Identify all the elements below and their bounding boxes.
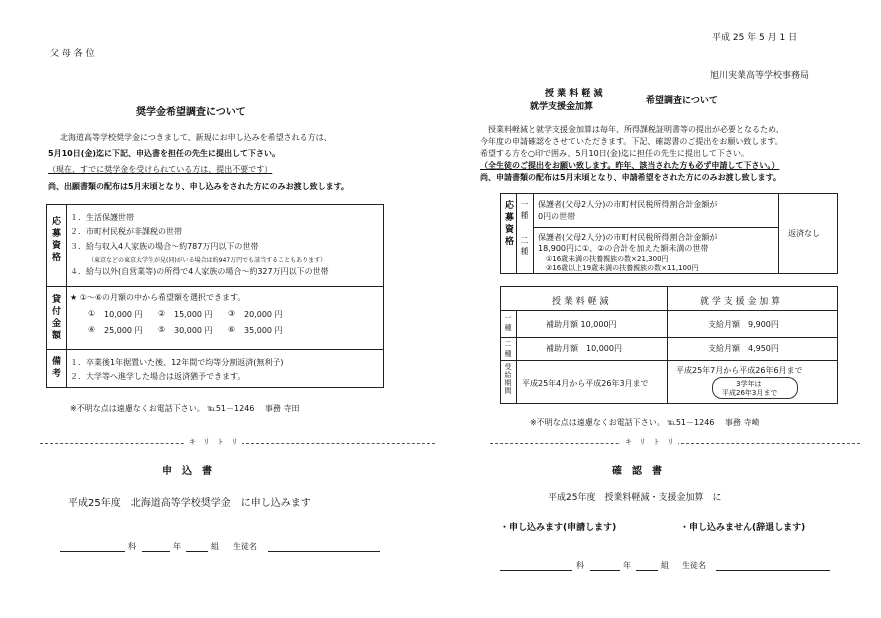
third-year-note-2: 平成26年3月まで — [722, 389, 778, 397]
amount-val-4: 25,000 円 — [104, 326, 143, 335]
right-cut-label: キ リ ト リ — [621, 437, 678, 447]
addressee: 父 母 各 位 — [50, 49, 95, 59]
eligibility-type2-line1: 保護者(父母2人分)の市町村民税所得割合計金額が — [538, 233, 718, 242]
right-year-blank[interactable] — [590, 570, 620, 571]
type1-support-amount: 支給月額 9,900円 — [708, 320, 779, 329]
year-blank[interactable] — [142, 551, 170, 552]
confirmation-form-title: 確 認 書 — [612, 466, 662, 477]
class-label: 組 — [211, 542, 219, 551]
type2-support-amount: 支給月額 4,950円 — [708, 344, 779, 353]
left-intro-3: （現在、すでに奨学金を受けられている方は、提出不要です） — [48, 165, 273, 174]
eligibility-type2-line2: 18,900円に①、②の合計を加えた額未満の世帯 — [538, 244, 709, 253]
eligibility-type2-label: 二種 — [520, 236, 529, 258]
amount-num-3: ③ — [228, 309, 236, 318]
amount-type1-label: 一種 — [504, 314, 512, 334]
right-student-name-blank[interactable] — [716, 570, 830, 571]
tuition-title-2: 就学支援金加算 — [530, 102, 594, 112]
application-statement: 平成25年度 北海道高等学校奨学金 に申し込みます — [68, 498, 311, 509]
type1-tuition-amount: 補助月額 10,000円 — [546, 320, 617, 329]
amount-val-2: 15,000 円 — [174, 310, 213, 319]
right-intro-2: 今年度の申請確認をさせていただきます。下記、確認書のご提出をお願い致します。 — [480, 137, 783, 146]
amount-num-5: ⑤ — [158, 325, 166, 334]
notes-header: 備考 — [50, 356, 60, 380]
amount-num-1: ① — [88, 309, 96, 318]
right-class-blank[interactable] — [636, 570, 658, 571]
document-date: 平成 25 年 5 月 1 日 — [712, 33, 798, 43]
year-label: 年 — [173, 542, 181, 551]
eligibility-header: 応募資格 — [50, 216, 60, 264]
notes-item-2: ２．大学等へ進学した場合は返済猶予できます。 — [70, 372, 246, 381]
eligibility-type2-line4: ②16歳以上19歳未満の扶養親族の数×11,100円 — [546, 264, 699, 272]
eligibility-item-3: ３．給与収入4人家族の場合～約787万円以下の世帯 — [70, 242, 259, 251]
left-intro-4: 尚、出願書類の配布は5月末頃となり、申し込みをされた方にのみお渡し致します。 — [48, 182, 349, 191]
no-repayment-note: 返済なし — [788, 229, 820, 238]
eligibility-type1-label: 一種 — [520, 200, 529, 222]
amount-val-5: 30,000 円 — [174, 326, 213, 335]
dept-label: 科 — [128, 542, 136, 551]
application-form-title: 申 込 書 — [162, 466, 212, 477]
notes-item-1: １．卒業後1年据置いた後、12年間で均等分割返済(無利子) — [70, 358, 284, 367]
support-period: 平成25年7月から平成26年6月まで — [676, 366, 803, 375]
col-support-addition: 就 学 支 援 金 加 算 — [700, 297, 781, 307]
left-intro-2: 5月10日(金)迄に下記、申込書を担任の先生に提出して下さい。 — [48, 149, 281, 158]
right-dept-blank[interactable] — [500, 570, 572, 571]
right-intro-3: 希望する方を○印で囲み、5月10日(金)迄に担任の先生に提出して下さい。 — [480, 149, 749, 158]
loan-header: 貸付金額 — [50, 294, 60, 342]
dept-blank[interactable] — [60, 551, 125, 552]
left-intro-1: 北海道高等学校奨学金につきまして、新規にお申し込みを希望される方は、 — [60, 133, 332, 142]
third-year-note-1: 3学年は — [736, 380, 762, 388]
tuition-title-1: 授 業 料 軽 減 — [545, 89, 603, 99]
tuition-eligibility-header: 応募資格 — [503, 200, 513, 248]
amount-val-6: 35,000 円 — [244, 326, 283, 335]
eligibility-item-3-note: （東京などの東京大学生が見(同)がいる場合は約947万円でも該当することもあります） — [88, 257, 327, 264]
amount-type2-label: 二種 — [504, 340, 512, 360]
right-intro-5: 尚、申請書類の配布は5月末頃となり、申請希望をされた方にのみお渡し致します。 — [480, 173, 781, 182]
left-cut-label: キ リ ト リ — [185, 437, 242, 447]
right-year-label: 年 — [623, 561, 631, 570]
col-tuition-reduction: 授 業 料 軽 減 — [552, 297, 609, 307]
loan-lead: ★ ①～⑥の月額の中から希望額を選択できます。 — [70, 293, 246, 302]
right-dept-label: 科 — [576, 561, 584, 570]
right-intro-1: 授業料軽減と就学支援金加算は毎年、所得課税証明書等の提出が必要となるため、 — [488, 125, 784, 134]
left-contact: ※不明な点は遠慮なくお電話下さい。 ℡51－1246 事務 寺田 — [70, 404, 300, 413]
student-name-blank[interactable] — [268, 551, 380, 552]
tuition-title-suffix: 希望調査について — [646, 96, 718, 106]
right-intro-4: （全生徒のご提出をお願い致します。昨年、該当された方も必ず申請して下さい。） — [480, 161, 780, 170]
benefit-period-label: 受給期間 — [504, 363, 512, 395]
amount-num-4: ④ — [88, 325, 96, 334]
type2-tuition-amount: 補助月額 10,000円 — [546, 344, 622, 353]
apply-option[interactable]: ・申し込みます(申請します) — [500, 523, 617, 533]
sender: 旭川実業高等学校事務局 — [710, 71, 810, 81]
right-contact: ※不明な点は遠慮なくお電話下さい。 ℡51－1246 事務 寺崎 — [530, 418, 760, 427]
amount-val-1: 10,000 円 — [104, 310, 143, 319]
class-blank[interactable] — [186, 551, 208, 552]
confirmation-statement: 平成25年度 授業料軽減・支援金加算 に — [548, 493, 722, 503]
eligibility-item-1: １．生活保護世帯 — [70, 213, 134, 222]
right-student-name-label: 生徒名 — [682, 561, 706, 570]
eligibility-type2-line3: ①16歳未満の扶養親族の数×21,300円 — [546, 255, 669, 263]
eligibility-item-2: ２．市町村民税が非課税の世帯 — [70, 227, 182, 236]
eligibility-type1-line1: 保護者(父母2人分)の市町村民税所得割合計金額が — [538, 200, 718, 209]
tuition-period: 平成25年4月から平成26年3月まで — [522, 379, 649, 388]
eligibility-item-4: ４．給与以外(自営業等)の所得で4人家族の場合～約327万円以下の世帯 — [70, 267, 329, 276]
right-class-label: 組 — [661, 561, 669, 570]
amount-num-2: ② — [158, 309, 166, 318]
student-name-label: 生徒名 — [233, 542, 257, 551]
eligibility-type1-line2: 0円の世帯 — [538, 212, 576, 221]
amount-num-6: ⑥ — [228, 325, 236, 334]
scholarship-title: 奨学金希望調査について — [136, 107, 246, 118]
amount-val-3: 20,000 円 — [244, 310, 283, 319]
decline-option[interactable]: ・申し込みません(辞退します) — [680, 523, 806, 533]
